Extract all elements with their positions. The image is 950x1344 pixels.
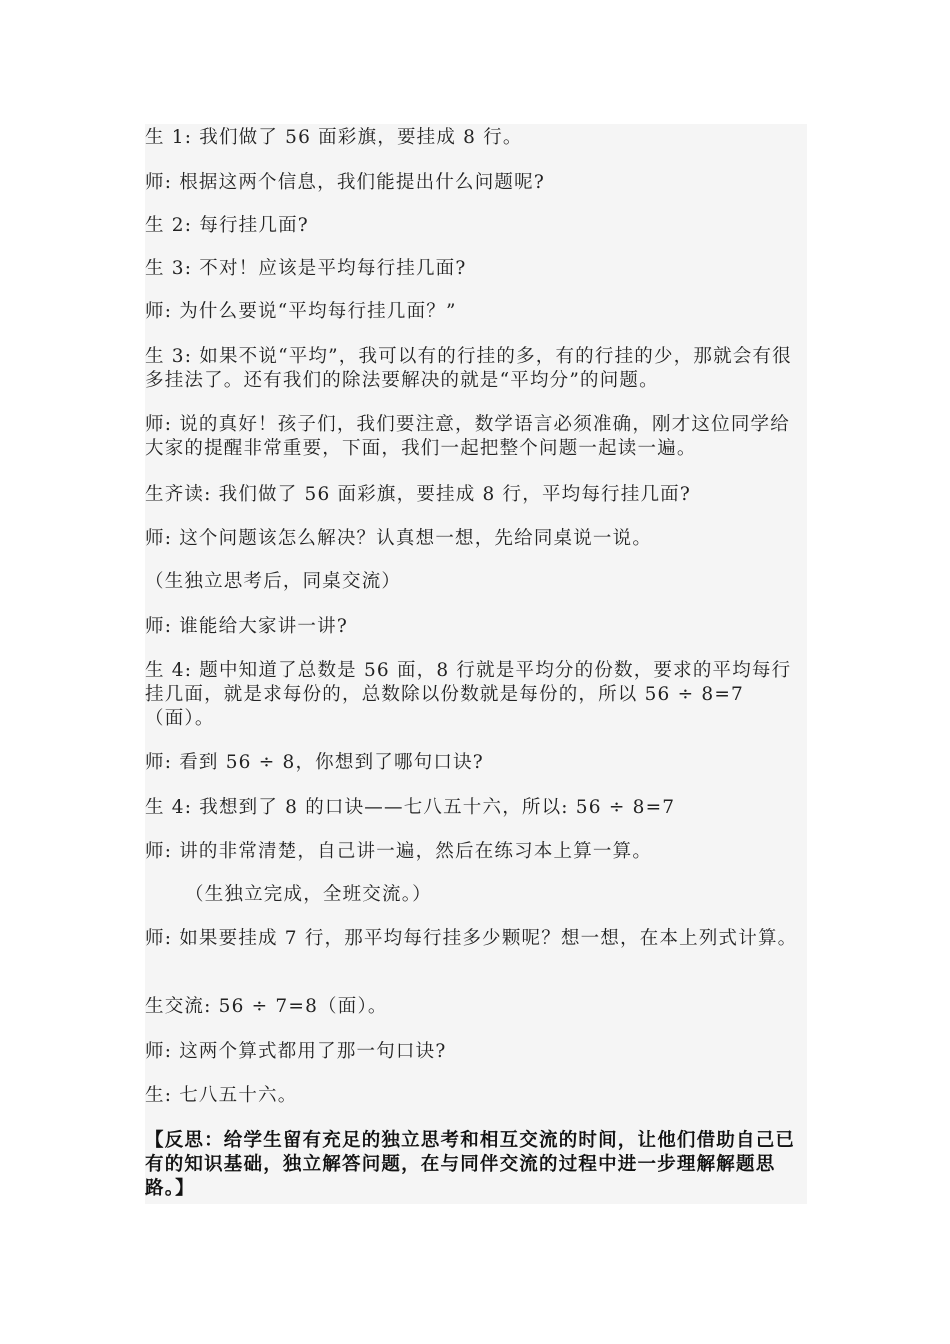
document-page [145, 124, 807, 1204]
stage-direction: （生独立思考后，同桌交流） [145, 571, 402, 592]
dialogue-line: 生 1: 我们做了 56 面彩旗，要挂成 8 行。 [145, 127, 523, 148]
dialogue-line: 生: 七八五十六。 [145, 1085, 298, 1106]
dialogue-line: 师: 讲的非常清楚，自己讲一遍，然后在练习本上算一算。 [145, 841, 653, 862]
dialogue-line: 生 4: 我想到了 8 的口诀——七八五十六，所以: 56 ÷ 8=7 [145, 797, 676, 818]
dialogue-line: 生 3: 不对！应该是平均每行挂几面? [145, 258, 467, 279]
dialogue-line: 师: 根据这两个信息，我们能提出什么问题呢? [145, 172, 545, 193]
reflection-note: 【反思：给学生留有充足的独立思考和相互交流的时间，让他们借助自己已有的知识基础，独立解答问题，在与同伴交流的过程中进一步理解解题思路。】 [145, 1130, 796, 1199]
dialogue-line: 生交流: 56 ÷ 7=8（面）。 [145, 996, 388, 1017]
dialogue-line: 生 3: 如果不说“平均”，我可以有的行挂的多，有的行挂的少，那就会有很多挂法了。还有我们的除法要解决的就是“平均分”的问题。 [145, 346, 792, 391]
dialogue-line: 师: 这个问题该怎么解决？认真想一想，先给同桌说一说。 [145, 528, 653, 549]
dialogue-line: 师: 这两个算式都用了那一句口诀? [145, 1041, 447, 1062]
dialogue-line: 师: 为什么要说“平均每行挂几面？” [145, 301, 457, 322]
dialogue-line: 生 4: 题中知道了总数是 56 面，8 行就是平均分的份数，要求的平均每行挂几面，就是求每份的，总数除以份数就是每份的，所以 56 ÷ 8=7（面）。 [145, 660, 792, 729]
dialogue-line: 生 2: 每行挂几面? [145, 215, 309, 236]
dialogue-line: 生齐读: 我们做了 56 面彩旗，要挂成 8 行，平均每行挂几面? [145, 484, 691, 505]
stage-direction: （生独立完成，全班交流。） [185, 884, 432, 905]
dialogue-line: 师: 说的真好！孩子们，我们要注意，数学语言必须准确，刚才这位同学给大家的提醒非常重要，下面，我们一起把整个问题一起读一遍。 [145, 414, 790, 459]
dialogue-line: 师: 如果要挂成 7 行，那平均每行挂多少颗呢？想一想，在本上列式计算。 [145, 928, 798, 949]
dialogue-line: 师: 看到 56 ÷ 8，你想到了哪句口诀? [145, 752, 484, 773]
dialogue-line: 师: 谁能给大家讲一讲? [145, 616, 348, 637]
